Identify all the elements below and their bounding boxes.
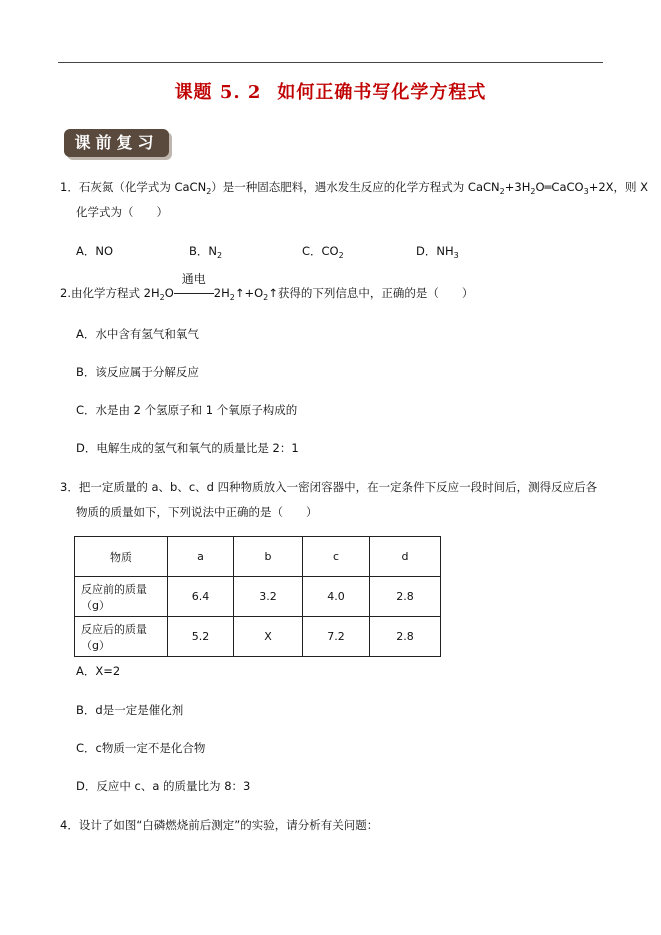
q1-option-b: B．$N_2$ (189, 244, 223, 260)
table-cell: 4.0 (303, 577, 370, 617)
table-cell: c (303, 537, 370, 577)
table-row (75, 617, 441, 657)
q1-sub: 2 (206, 187, 212, 196)
q1-text-a: 1．石灰氮（化学式为 CaCN (60, 180, 207, 194)
title-number: 课题 5. 2 (174, 82, 262, 103)
q3-option-b: B．d是一定是催化剂 (76, 703, 184, 717)
q1-sub: 2 (530, 187, 536, 196)
question-2: 2.由化学方程式 $2H_2O$ 通电 $2H_2↑+O_2↑$获得的下列信息中，正确的是（ ） (60, 272, 474, 302)
q1-text-e: +2X，则 X (588, 180, 649, 194)
q1-sub: 2 (499, 187, 505, 196)
table-cell: 物质 (75, 537, 168, 577)
question-3-line2: 物质的质量如下，下列说法中正确的是（ ） (76, 505, 318, 519)
table-row (75, 577, 441, 617)
table-cell: X (234, 617, 303, 657)
table-cell: a (168, 537, 234, 577)
q1-text-b: ）是一种固态肥料，遇水发生反应的化学方程式为 CaCN (211, 180, 500, 194)
q2-option-c: C．水是由 2 个氢原子和 1 个氧原子构成的 (76, 403, 298, 417)
q2-text-a: 2.由化学方程式 2H (60, 286, 160, 300)
table-header-row (75, 537, 441, 577)
question-1 (60, 180, 648, 194)
q3-option-d: D．反应中 c、a 的质量比为 8：3 (76, 779, 251, 793)
q1-text-d: O═CaCO (535, 180, 584, 194)
question-4: 4．设计了如图“白磷燃烧前后测定”的实验，请分析有关问题： (60, 818, 379, 832)
table-cell: 3.2 (234, 577, 303, 617)
top-rule (58, 62, 603, 63)
title-text: 如何正确书写化学方程式 (277, 82, 487, 103)
q2-option-d: D．电解生成的氢气和氧气的质量比是 2：1 (76, 441, 299, 455)
table-cell: b (234, 537, 303, 577)
table-cell: d (370, 537, 441, 577)
q1-sub: 3 (583, 187, 589, 196)
table-cell: 反应后的质量（g） (75, 617, 168, 657)
table-cell: 反应前的质量（g） (75, 577, 168, 617)
q1-option-d: D．$NH_3$ (416, 244, 459, 260)
q3-option-c: C．c物质一定不是化合物 (76, 741, 206, 755)
table-cell: 2.8 (370, 577, 441, 617)
table-cell: 7.2 (303, 617, 370, 657)
electrolysis-arrow (174, 272, 214, 300)
table-cell: 5.2 (168, 617, 234, 657)
question-3: 3．把一定质量的 a、b、c、d 四种物质放入一密闭容器中，在一定条件下反应一段时间后，测得反应后各 (60, 480, 598, 494)
condition-label: 通电 (181, 272, 206, 286)
q3-option-a: A．X=2 (76, 664, 121, 678)
q1-text-c: +3H (504, 180, 531, 194)
question-1-line2: 化学式为（ ） (76, 205, 168, 219)
q2-option-b: B．该反应属于分解反应 (76, 365, 199, 379)
section-badge: 课前复习 (64, 129, 169, 157)
q1-option-a: A．NO (76, 244, 114, 258)
page-title (0, 78, 661, 104)
table-cell: 6.4 (168, 577, 234, 617)
mass-table (74, 536, 441, 657)
q2-option-a: A．水中含有氢气和氧气 (76, 327, 199, 341)
q1-option-c: C．$CO_2$ (302, 244, 344, 260)
table-cell: 2.8 (370, 617, 441, 657)
